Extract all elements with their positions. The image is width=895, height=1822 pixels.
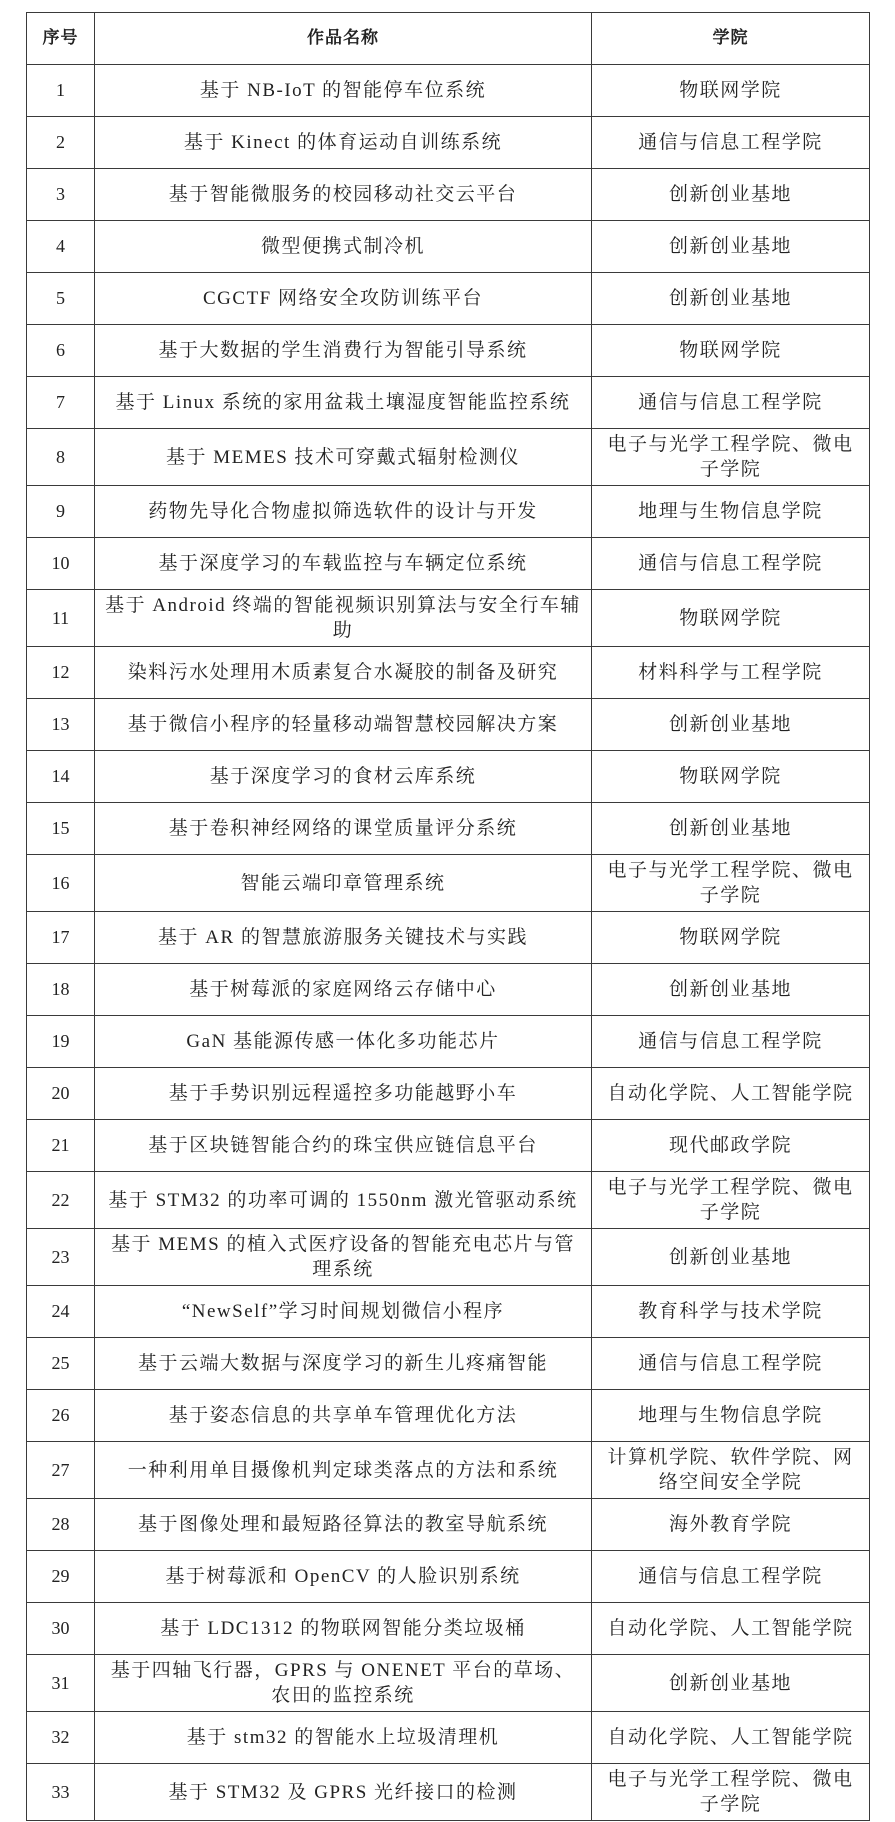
- college-name: 通信与信息工程学院: [592, 117, 870, 169]
- table-row: [27, 1499, 870, 1551]
- row-number: 18: [27, 964, 95, 1016]
- row-number: 19: [27, 1016, 95, 1068]
- table-row: [27, 751, 870, 803]
- college-name: 计算机学院、软件学院、网络空间安全学院: [592, 1442, 870, 1499]
- project-name: 基于微信小程序的轻量移动端智慧校园解决方案: [95, 699, 592, 751]
- row-number: 3: [27, 169, 95, 221]
- row-number: 5: [27, 273, 95, 325]
- college-name: 创新创业基地: [592, 273, 870, 325]
- college-name: 自动化学院、人工智能学院: [592, 1712, 870, 1764]
- college-name: 物联网学院: [592, 65, 870, 117]
- row-number: 21: [27, 1120, 95, 1172]
- college-name: 物联网学院: [592, 590, 870, 647]
- project-name: 基于 AR 的智慧旅游服务关键技术与实践: [95, 912, 592, 964]
- row-number: 2: [27, 117, 95, 169]
- college-name: 教育科学与技术学院: [592, 1286, 870, 1338]
- header-college: 学院: [592, 13, 870, 65]
- project-list: [26, 12, 869, 1821]
- row-number: 6: [27, 325, 95, 377]
- table-row: [27, 117, 870, 169]
- college-name: 现代邮政学院: [592, 1120, 870, 1172]
- table-row: [27, 1655, 870, 1712]
- row-number: 24: [27, 1286, 95, 1338]
- project-name: 智能云端印章管理系统: [95, 855, 592, 912]
- table-row: [27, 169, 870, 221]
- table-row: [27, 1172, 870, 1229]
- project-name: 微型便携式制冷机: [95, 221, 592, 273]
- row-number: 9: [27, 486, 95, 538]
- project-name: GaN 基能源传感一体化多功能芯片: [95, 1016, 592, 1068]
- project-name: 一种利用单目摄像机判定球类落点的方法和系统: [95, 1442, 592, 1499]
- college-name: 地理与生物信息学院: [592, 1390, 870, 1442]
- row-number: 26: [27, 1390, 95, 1442]
- project-name: 基于大数据的学生消费行为智能引导系统: [95, 325, 592, 377]
- college-name: 通信与信息工程学院: [592, 1551, 870, 1603]
- row-number: 4: [27, 221, 95, 273]
- project-name: 基于 Linux 系统的家用盆栽土壤湿度智能监控系统: [95, 377, 592, 429]
- project-name: 基于智能微服务的校园移动社交云平台: [95, 169, 592, 221]
- row-number: 16: [27, 855, 95, 912]
- table-row: [27, 803, 870, 855]
- row-number: 15: [27, 803, 95, 855]
- project-name: CGCTF 网络安全攻防训练平台: [95, 273, 592, 325]
- row-number: 25: [27, 1338, 95, 1390]
- table-row: [27, 221, 870, 273]
- project-name: “NewSelf”学习时间规划微信小程序: [95, 1286, 592, 1338]
- table-row: [27, 1603, 870, 1655]
- college-name: 物联网学院: [592, 912, 870, 964]
- row-number: 13: [27, 699, 95, 751]
- college-name: 海外教育学院: [592, 1499, 870, 1551]
- project-name: 基于卷积神经网络的课堂质量评分系统: [95, 803, 592, 855]
- table-row: [27, 699, 870, 751]
- row-number: 22: [27, 1172, 95, 1229]
- project-name: 基于云端大数据与深度学习的新生儿疼痛智能: [95, 1338, 592, 1390]
- project-name: 基于深度学习的食材云库系统: [95, 751, 592, 803]
- table-row: [27, 964, 870, 1016]
- table-row: [27, 590, 870, 647]
- project-table: [26, 12, 870, 1821]
- table-row: [27, 325, 870, 377]
- college-name: 创新创业基地: [592, 1655, 870, 1712]
- college-name: 创新创业基地: [592, 221, 870, 273]
- row-number: 20: [27, 1068, 95, 1120]
- college-name: 通信与信息工程学院: [592, 1338, 870, 1390]
- college-name: 创新创业基地: [592, 964, 870, 1016]
- table-header-row: [27, 13, 870, 65]
- college-name: 自动化学院、人工智能学院: [592, 1603, 870, 1655]
- college-name: 物联网学院: [592, 751, 870, 803]
- project-name: 基于树莓派和 OpenCV 的人脸识别系统: [95, 1551, 592, 1603]
- row-number: 11: [27, 590, 95, 647]
- college-name: 通信与信息工程学院: [592, 1016, 870, 1068]
- row-number: 10: [27, 538, 95, 590]
- table-row: [27, 429, 870, 486]
- table-row: [27, 377, 870, 429]
- college-name: 电子与光学工程学院、微电子学院: [592, 429, 870, 486]
- row-number: 17: [27, 912, 95, 964]
- table-row: [27, 1016, 870, 1068]
- college-name: 材料科学与工程学院: [592, 647, 870, 699]
- table-row: [27, 486, 870, 538]
- project-name: 染料污水处理用木质素复合水凝胶的制备及研究: [95, 647, 592, 699]
- project-name: 基于 STM32 及 GPRS 光纤接口的检测: [95, 1764, 592, 1821]
- table-row: [27, 65, 870, 117]
- project-name: 基于 LDC1312 的物联网智能分类垃圾桶: [95, 1603, 592, 1655]
- project-name: 基于 MEMS 的植入式医疗设备的智能充电芯片与管理系统: [95, 1229, 592, 1286]
- row-number: 14: [27, 751, 95, 803]
- college-name: 地理与生物信息学院: [592, 486, 870, 538]
- project-name: 基于姿态信息的共享单车管理优化方法: [95, 1390, 592, 1442]
- table-row: [27, 855, 870, 912]
- table-row: [27, 1764, 870, 1821]
- table-row: [27, 912, 870, 964]
- table-body: [27, 65, 870, 1821]
- table-row: [27, 1551, 870, 1603]
- project-name: 基于 Kinect 的体育运动自训练系统: [95, 117, 592, 169]
- project-name: 基于树莓派的家庭网络云存储中心: [95, 964, 592, 1016]
- project-name: 基于 MEMES 技术可穿戴式辐射检测仪: [95, 429, 592, 486]
- table-row: [27, 1120, 870, 1172]
- table-row: [27, 273, 870, 325]
- header-project-name: 作品名称: [95, 13, 592, 65]
- table-row: [27, 647, 870, 699]
- row-number: 12: [27, 647, 95, 699]
- header-number: 序号: [27, 13, 95, 65]
- college-name: 创新创业基地: [592, 169, 870, 221]
- table-row: [27, 1442, 870, 1499]
- row-number: 29: [27, 1551, 95, 1603]
- college-name: 创新创业基地: [592, 699, 870, 751]
- row-number: 8: [27, 429, 95, 486]
- college-name: 创新创业基地: [592, 803, 870, 855]
- college-name: 物联网学院: [592, 325, 870, 377]
- table-row: [27, 1286, 870, 1338]
- project-name: 基于 Android 终端的智能视频识别算法与安全行车辅助: [95, 590, 592, 647]
- project-name: 药物先导化合物虚拟筛选软件的设计与开发: [95, 486, 592, 538]
- row-number: 31: [27, 1655, 95, 1712]
- table-row: [27, 1338, 870, 1390]
- row-number: 28: [27, 1499, 95, 1551]
- project-name: 基于区块链智能合约的珠宝供应链信息平台: [95, 1120, 592, 1172]
- college-name: 电子与光学工程学院、微电子学院: [592, 855, 870, 912]
- table-row: [27, 538, 870, 590]
- project-name: 基于 NB-IoT 的智能停车位系统: [95, 65, 592, 117]
- project-name: 基于 stm32 的智能水上垃圾清理机: [95, 1712, 592, 1764]
- project-name: 基于手势识别远程遥控多功能越野小车: [95, 1068, 592, 1120]
- table-row: [27, 1068, 870, 1120]
- row-number: 1: [27, 65, 95, 117]
- row-number: 23: [27, 1229, 95, 1286]
- table-row: [27, 1229, 870, 1286]
- project-name: 基于深度学习的车载监控与车辆定位系统: [95, 538, 592, 590]
- college-name: 电子与光学工程学院、微电子学院: [592, 1172, 870, 1229]
- table-row: [27, 1390, 870, 1442]
- project-name: 基于图像处理和最短路径算法的教室导航系统: [95, 1499, 592, 1551]
- project-name: 基于四轴飞行器，GPRS 与 ONENET 平台的草场、农田的监控系统: [95, 1655, 592, 1712]
- row-number: 7: [27, 377, 95, 429]
- row-number: 30: [27, 1603, 95, 1655]
- row-number: 32: [27, 1712, 95, 1764]
- college-name: 电子与光学工程学院、微电子学院: [592, 1764, 870, 1821]
- row-number: 33: [27, 1764, 95, 1821]
- row-number: 27: [27, 1442, 95, 1499]
- project-name: 基于 STM32 的功率可调的 1550nm 激光管驱动系统: [95, 1172, 592, 1229]
- college-name: 自动化学院、人工智能学院: [592, 1068, 870, 1120]
- table-row: [27, 1712, 870, 1764]
- college-name: 通信与信息工程学院: [592, 538, 870, 590]
- college-name: 通信与信息工程学院: [592, 377, 870, 429]
- college-name: 创新创业基地: [592, 1229, 870, 1286]
